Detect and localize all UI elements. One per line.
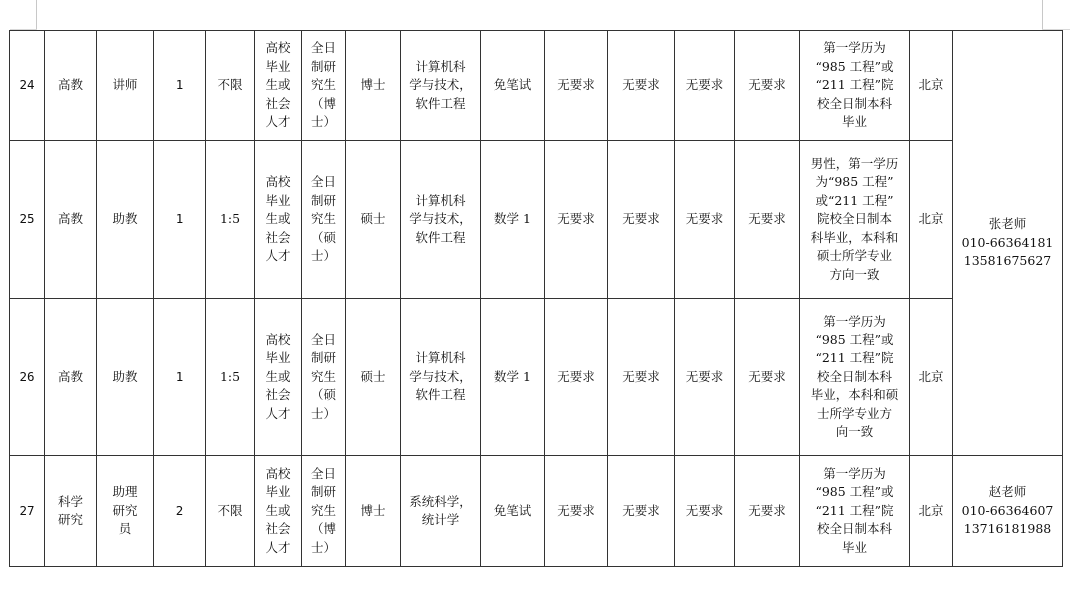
cell-degree: 博士 (346, 456, 401, 567)
cell-ratio: 不限 (206, 456, 255, 567)
cell-location: 北京 (910, 299, 953, 456)
cell-category: 高教 (45, 31, 97, 141)
cell-req: 无要求 (735, 31, 800, 141)
contact-phone: 010-66364607 (961, 502, 1054, 518)
cell-major: 计算机科 学与技术， 软件工程 (401, 299, 481, 456)
cell-no: 26 (10, 299, 45, 456)
contact-mobile: 13581675627 (963, 253, 1052, 269)
cell-position: 助教 (97, 141, 154, 299)
cell-count: 1 (154, 31, 206, 141)
cell-edu-form: 全日 制研 究生 （博 士） (302, 31, 346, 141)
cell-edu-form: 全日 制研 究生 （博 士） (302, 456, 346, 567)
cell-source: 高校 毕业 生或 社会 人才 (255, 299, 302, 456)
cell-location: 北京 (910, 456, 953, 567)
cell-req: 无要求 (735, 456, 800, 567)
cell-other-requirements: 男性，第一学历 为“985 工程” 或“211 工程” 院校全日制本 科毕业，本科和 硕士所学专业 方向一致 (800, 141, 910, 299)
cell-major: 计算机科 学与技术， 软件工程 (401, 141, 481, 299)
cell-count: 2 (154, 456, 206, 567)
cell-req: 无要求 (675, 456, 735, 567)
cell-ratio: 1:5 (206, 141, 255, 299)
cell-major: 计算机科 学与技术， 软件工程 (401, 31, 481, 141)
cell-contact (953, 456, 1063, 567)
cell-source: 高校 毕业 生或 社会 人才 (255, 141, 302, 299)
cell-exam: 数学 1 (481, 141, 545, 299)
table-row (10, 31, 1063, 141)
recruitment-table (9, 30, 1063, 567)
cell-req: 无要求 (608, 456, 675, 567)
cell-req: 无要求 (608, 141, 675, 299)
cell-contact (953, 31, 1063, 456)
cell-no: 27 (10, 456, 45, 567)
contact-phone: 010-66364181 (961, 234, 1054, 250)
cell-source: 高校 毕业 生或 社会 人才 (255, 31, 302, 141)
cell-category: 高教 (45, 141, 97, 299)
cell-ratio: 不限 (206, 31, 255, 141)
cell-no: 25 (10, 141, 45, 299)
cell-exam: 免笔试 (481, 456, 545, 567)
cell-req: 无要求 (545, 31, 608, 141)
contact-mobile: 13716181988 (963, 521, 1052, 537)
cell-ratio: 1:5 (206, 299, 255, 456)
cell-count: 1 (154, 141, 206, 299)
cell-category: 高教 (45, 299, 97, 456)
cell-location: 北京 (910, 31, 953, 141)
cell-req: 无要求 (608, 31, 675, 141)
cell-degree: 硕士 (346, 141, 401, 299)
cell-other-requirements: 第一学历为 “985 工程”或 “211 工程”院 校全日制本科 毕业 (800, 456, 910, 567)
table-row (10, 141, 1063, 299)
cell-edu-form: 全日 制研 究生 （硕 士） (302, 299, 346, 456)
cell-req: 无要求 (735, 141, 800, 299)
cell-other-requirements: 第一学历为 “985 工程”或 “211 工程”院 校全日制本科 毕业，本科和硕 士所学专业方 向一致 (800, 299, 910, 456)
cell-req: 无要求 (735, 299, 800, 456)
cell-exam: 免笔试 (481, 31, 545, 141)
cell-source: 高校 毕业 生或 社会 人才 (255, 456, 302, 567)
cell-degree: 博士 (346, 31, 401, 141)
cell-position: 讲师 (97, 31, 154, 141)
cell-req: 无要求 (675, 31, 735, 141)
cell-no: 24 (10, 31, 45, 141)
cell-major: 系统科学， 统计学 (401, 456, 481, 567)
cell-other-requirements: 第一学历为 “985 工程”或 “211 工程”院 校全日制本科 毕业 (800, 31, 910, 141)
table-row (10, 299, 1063, 456)
cell-req: 无要求 (608, 299, 675, 456)
cell-exam: 数学 1 (481, 299, 545, 456)
cell-req: 无要求 (675, 141, 735, 299)
cell-req: 无要求 (545, 141, 608, 299)
contact-name: 赵老师 (988, 484, 1027, 500)
contact-name: 张老师 (988, 216, 1027, 232)
cell-position: 助教 (97, 299, 154, 456)
cell-location: 北京 (910, 141, 953, 299)
table-row (10, 456, 1063, 567)
cell-edu-form: 全日 制研 究生 （硕 士） (302, 141, 346, 299)
cell-position: 助理 研究 员 (97, 456, 154, 567)
cell-req: 无要求 (675, 299, 735, 456)
cell-count: 1 (154, 299, 206, 456)
cell-category: 科学 研究 (45, 456, 97, 567)
page-corner-mark-left (36, 0, 37, 30)
cell-req: 无要求 (545, 299, 608, 456)
cell-degree: 硕士 (346, 299, 401, 456)
cell-req: 无要求 (545, 456, 608, 567)
page-corner-mark-right (1042, 0, 1043, 30)
